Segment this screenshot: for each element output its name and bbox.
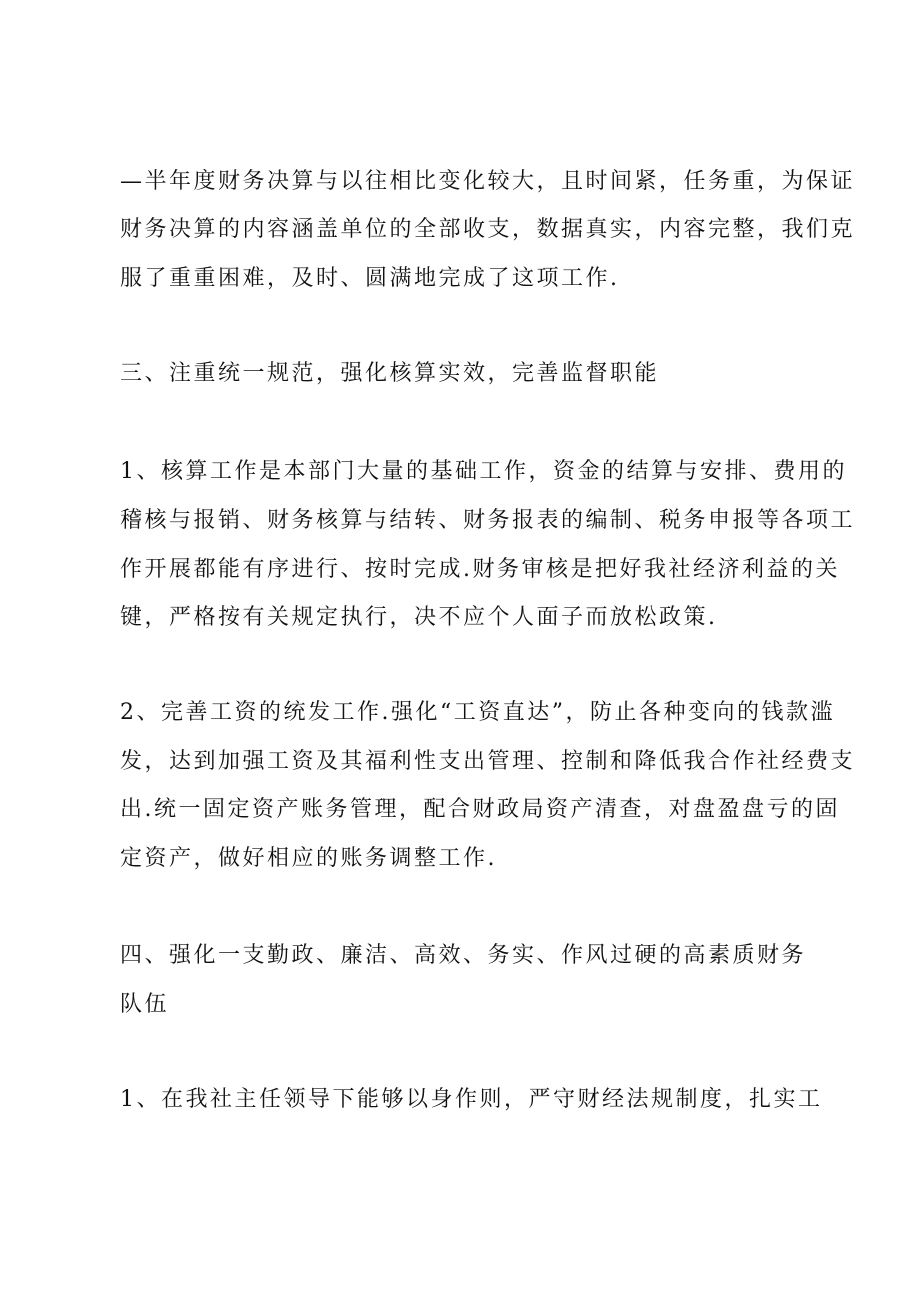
paragraph-line: 键，严格按有关规定执行，决不应个人面子而放松政策. (120, 605, 718, 630)
section-heading: 四、强化一支勤政、廉洁、高效、务实、作风过硬的高素质财务 (120, 943, 807, 968)
paragraph-line: —半年度财务决算与以往相比变化较大，且时间紧，任务重，为保证 (120, 169, 856, 194)
paragraph-line: 1、在我社主任领导下能够以身作则，严守财经法规制度，扎实工 (120, 1087, 823, 1112)
paragraph-line: 出.统一固定资产账务管理，配合财政局资产清查，对盘盈盘亏的固 (120, 797, 840, 822)
section-heading-continued: 队伍 (120, 992, 170, 1017)
paragraph-line: 作开展都能有序进行、按时完成.财务审核是把好我社经济利益的关 (120, 557, 840, 582)
paragraph-line: 1、核算工作是本部门大量的基础工作，资金的结算与安排、费用的 (120, 459, 847, 484)
paragraph-line: 2、完善工资的统发工作.强化“工资直达”，防止各种变向的钱款滥 (120, 700, 835, 725)
paragraph-line: 稽核与报销、财务核算与结转、财务报表的编制、税务申报等各项工 (120, 508, 856, 533)
paragraph-line: 财务决算的内容涵盖单位的全部收支，数据真实，内容完整，我们克 (120, 217, 856, 242)
paragraph-line: 服了重重困难，及时、圆满地完成了这项工作. (120, 266, 620, 291)
paragraph-line: 定资产，做好相应的账务调整工作. (120, 846, 497, 871)
section-heading: 三、注重统一规范，强化核算实效，完善监督职能 (120, 361, 660, 386)
paragraph-line: 发，达到加强工资及其福利性支出管理、控制和降低我合作社经费支 (120, 749, 856, 774)
